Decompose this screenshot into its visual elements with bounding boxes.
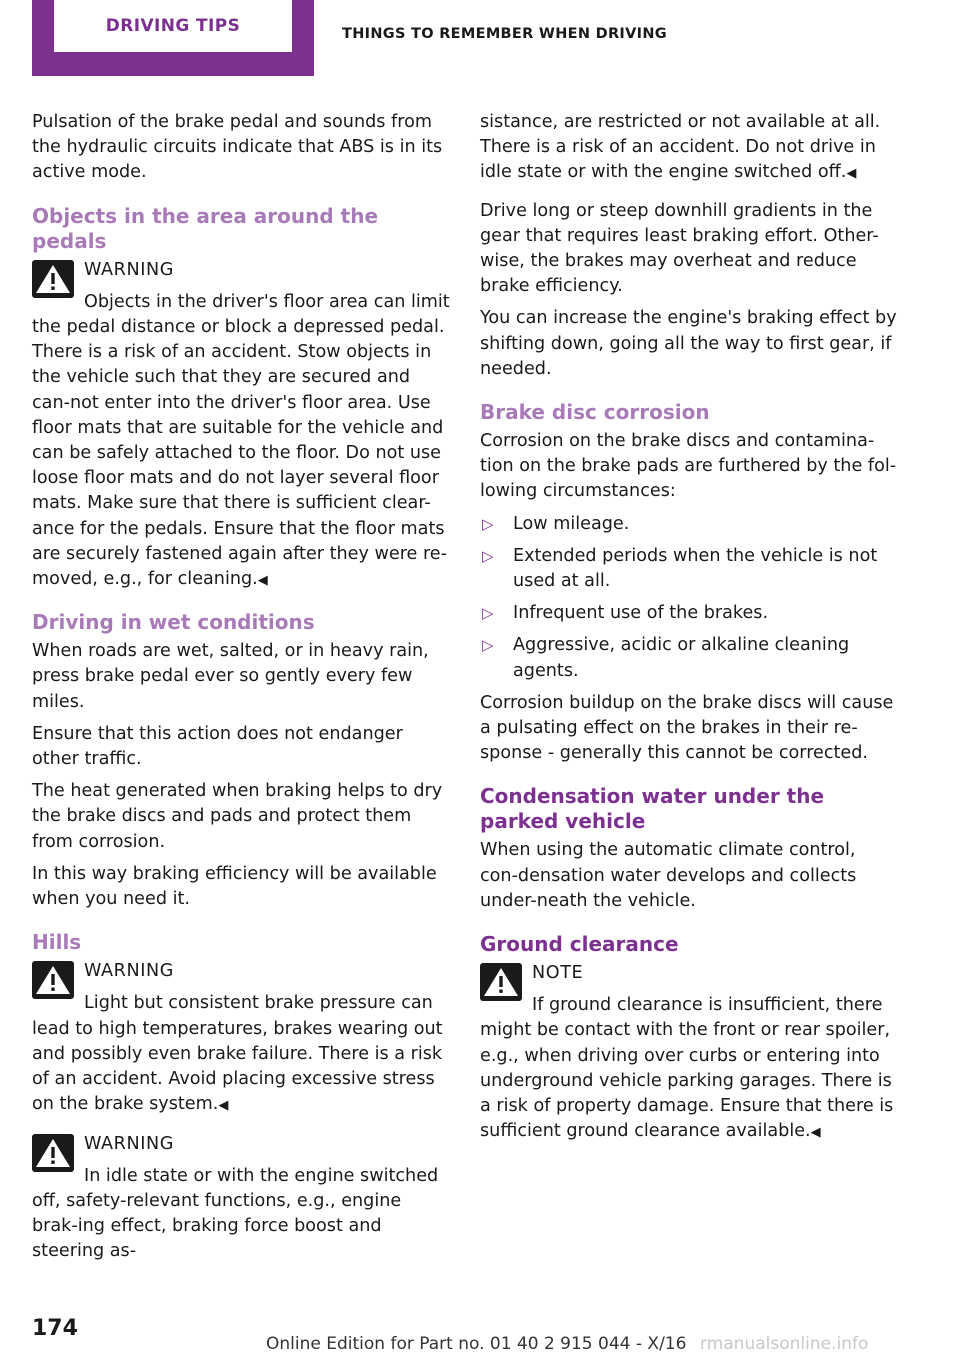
page-number: 174 [32, 1316, 78, 1341]
wet-paragraph-1: When roads are wet, salted, or in heavy rain, press brake pedal ever so gently every few miles. [32, 641, 429, 712]
pedals-warning-callout [32, 258, 452, 593]
warning-triangle-icon [480, 963, 522, 1001]
wet-paragraph-3: The heat generated when braking helps to dry the brake discs and pads and protect them from corrosion. [32, 781, 443, 852]
warning-triangle-icon [32, 260, 74, 298]
hills-warning-text-1: Light but consistent brake pressure can lead to high temperatures, brakes wearing out and possibly even brake failure. There is a risk of an accident. Avoid placing excessive stress on the brake system. [32, 993, 443, 1115]
heading-objects-pedals: Objects in the area around the pedals [32, 203, 379, 253]
chapter-tab [32, 0, 314, 76]
heading-ground-clearance: Ground clearance [480, 932, 679, 957]
corrosion-bullet-list [480, 512, 898, 684]
hills-warning-callout-1 [32, 959, 452, 1117]
triangle-right-icon: ▷ [482, 514, 494, 533]
clearance-note-callout [480, 961, 898, 1144]
warning-label: WARNING [84, 259, 175, 280]
triangle-right-icon: ▷ [482, 636, 494, 655]
footer-edition: Online Edition for Part no. 01 40 2 915 044 - X/16 [266, 1334, 687, 1354]
list-item-text: Infrequent use of the brakes. [513, 603, 769, 624]
engine-brake-paragraph: You can increase the engine's braking effect by shifting down, going all the way to first gear, if needed. [480, 308, 897, 379]
warning-triangle-icon [32, 961, 74, 999]
continued-warning-text: sistance, are restricted or not available at all. There is a risk of an accident. Do not drive in idle state or with the engine switched off. [480, 112, 881, 183]
triangle-right-icon: ▷ [482, 604, 494, 623]
footer-watermark: rmanualsonline.info [700, 1334, 869, 1354]
list-item [480, 633, 898, 683]
end-mark: ◀ [257, 573, 268, 589]
corrosion-outro: Corrosion buildup on the brake discs will cause a pulsating effect on the brakes in their re-sponse - generally this cannot be corrected. [480, 692, 894, 764]
list-item [480, 544, 898, 594]
clearance-note-text: If ground clearance is insufficient, there might be contact with the front or rear spoiler, e.g., when driving over curbs or entering into underground vehicle parking garages. There is a risk of property damage. Ensure that there is sufficient ground clearance available. [480, 995, 894, 1142]
wet-paragraph-4: In this way braking efficiency will be available when you need it. [32, 863, 437, 910]
continued-warning-paragraph [480, 110, 898, 187]
list-item-text: Low mileage. [513, 513, 630, 534]
end-mark: ◀ [810, 1125, 821, 1141]
downhill-paragraph: Drive long or steep downhill gradients in the gear that requires least braking effort. Other-wise, the brakes may overheat and reduce brake efficiency. [480, 200, 879, 297]
note-label: NOTE [532, 963, 584, 984]
running-header-title: THINGS TO REMEMBER WHEN DRIVING [342, 26, 667, 42]
heading-hills: Hills [32, 930, 82, 955]
warning-triangle-icon [32, 1134, 74, 1172]
warning-label: WARNING [84, 961, 175, 982]
abs-intro-paragraph: Pulsation of the brake pedal and sounds from the hydraulic circuits indicate that ABS is in its active mode. [32, 112, 443, 183]
list-item [480, 601, 898, 626]
wet-paragraph-2: Ensure that this action does not endanger other traffic. [32, 723, 403, 770]
list-item-text: Extended periods when the vehicle is not used at all. [513, 545, 878, 592]
heading-condensation-water: Condensation water under the parked vehicle [480, 784, 825, 834]
end-mark: ◀ [218, 1098, 229, 1114]
heading-brake-disc-corrosion: Brake disc corrosion [480, 400, 710, 425]
corrosion-intro: Corrosion on the brake discs and contamina-tion on the brake pads are furthered by the fol-lowing circumstances: [480, 431, 897, 502]
chapter-tab-inner [54, 0, 292, 52]
list-item-text: Aggressive, acidic or alkaline cleaning agents. [513, 635, 850, 681]
warning-label: WARNING [84, 1133, 175, 1154]
chapter-tab-label: DRIVING TIPS [105, 16, 241, 36]
left-column [32, 110, 452, 1272]
triangle-right-icon: ▷ [482, 546, 494, 565]
list-item [480, 512, 898, 537]
hills-warning-callout-2 [32, 1132, 452, 1265]
pedals-warning-text: Objects in the driver's floor area can limit the pedal distance or block a depressed pedal. There is a risk of an accident. Stow objects in the vehicle such that they are secured and can-not enter into the driver's floor area. Use floor mats that are suitable for the vehicle and can be safely attached to the floor. Do not use loose floor mats and do not layer several floor mats. Make sure that there is sufficient clear-ance for the pedals. Ensure that the floor mats are securely fastened again after they were re-moved, e.g., for cleaning. [32, 291, 450, 590]
condensation-paragraph: When using the automatic climate control, con-densation water develops and collects under-neath the vehicle. [480, 840, 857, 911]
heading-wet-conditions: Driving in wet conditions [32, 610, 315, 635]
right-column [480, 110, 898, 1152]
end-mark: ◀ [846, 166, 857, 182]
hills-warning-text-2: In idle state or with the engine switched off, safety-relevant functions, e.g., engine brak-ing effect, braking force boost and steering as- [32, 1165, 439, 1262]
